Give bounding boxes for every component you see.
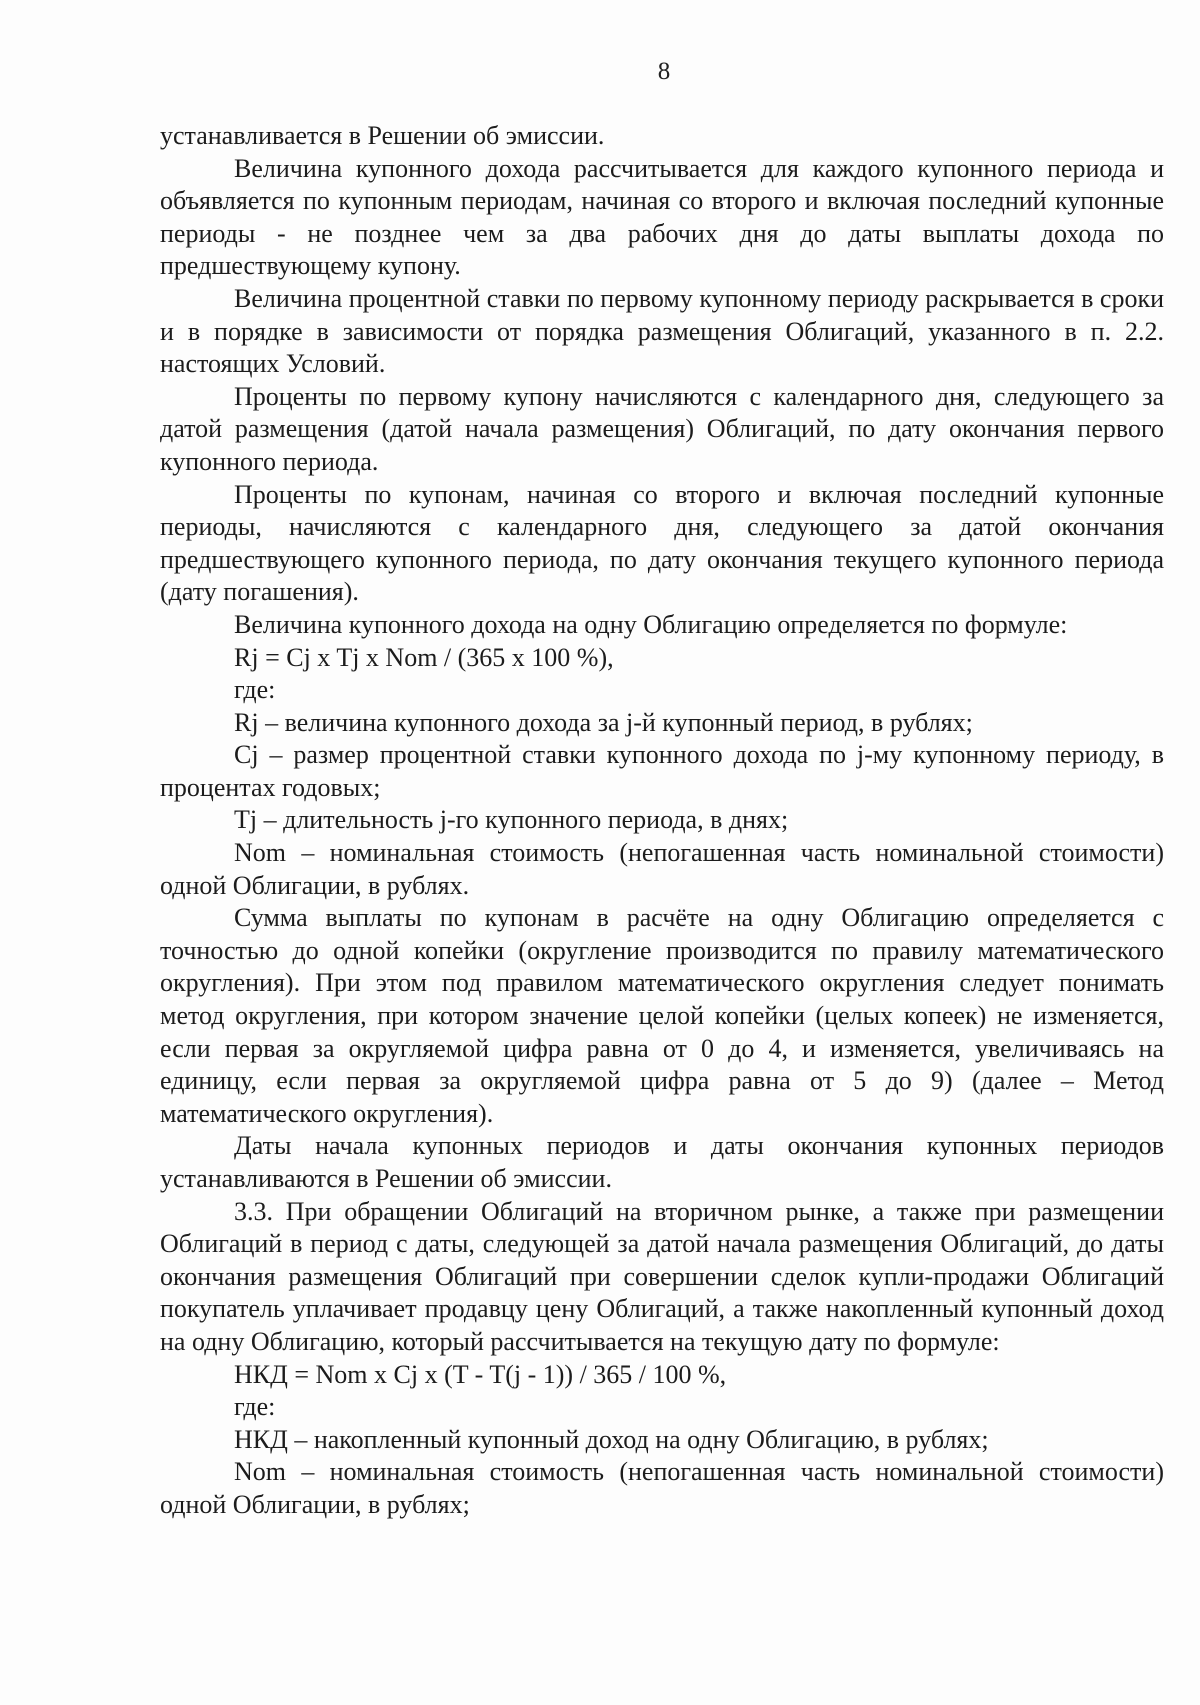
definition-nkd: НКД – накопленный купонный доход на одну Облигацию, в рублях;	[234, 1424, 989, 1454]
definition-rj: Rj – величина купонного дохода за j-й купонный период, в рублях;	[234, 707, 973, 737]
definition-cj: Cj – размер процентной ставки купонного дохода по j-му купонному периоду, в процентах годовых;	[160, 740, 1164, 802]
formula-where-label-2: где:	[234, 1392, 276, 1422]
formula-where-label: где:	[234, 675, 276, 705]
document-body	[160, 120, 1164, 1522]
paragraph-section-3-3: 3.3. При обращении Облигаций на вторичном рынке, а также при размещении Облигаций в период с даты, следующей за датой начала размещения Облигаций, до даты окончания размещения Облигаций при совершении сделок купли-продажи Облигаций покупатель уплачивает продавцу цену Облигаций, а также накопленный купонный доход на одну Облигацию, который рассчитывается на текущую дату по формуле:	[160, 1196, 1164, 1356]
paragraph-formula-intro: Величина купонного дохода на одну Облигацию определяется по формуле:	[234, 609, 1068, 639]
definition-nom-2: Nom – номинальная стоимость (непогашенная часть номинальной стоимости) одной Облигации, в рублях;	[160, 1457, 1164, 1519]
definition-nom: Nom – номинальная стоимость (непогашенная часть номинальной стоимости) одной Облигации, в рублях.	[160, 838, 1164, 900]
definition-tj: Tj – длительность j-го купонного периода, в днях;	[234, 805, 789, 835]
paragraph-coupon-dates: Даты начала купонных периодов и даты окончания купонных периодов устанавливаются в Решении об эмиссии.	[160, 1131, 1164, 1193]
paragraph-rounding-rule: Сумма выплаты по купонам в расчёте на одну Облигацию определяется с точностью до одной копейки (округление производится по правилу математического округления). При этом под правилом математического округления следует понимать метод округления, при котором значение целой копейки (целых копеек) не изменяется, если первая за округляемой цифра равна от 0 до 4, и изменяется, увеличиваясь на единицу, если первая за округляемой цифра равна от 5 до 9) (далее – Метод математического округления).	[160, 903, 1164, 1128]
formula-rj: Rj = Cj x Tj x Nom / (365 x 100 %),	[234, 642, 614, 672]
formula-nkd: НКД = Nom x Cj x (T - T(j - 1)) / 365 / 100 %,	[234, 1359, 727, 1389]
paragraph-first-coupon-rate: Величина процентной ставки по первому купонному периоду раскрывается в сроки и в порядке в зависимости от порядка размещения Облигаций, указанного в п. 2.2. настоящих Условий.	[160, 283, 1164, 379]
paragraph-coupon-income-announcement: Величина купонного дохода рассчитывается для каждого купонного периода и объявляется по купонным периодам, начиная со второго и включая последний купонные периоды - не позднее чем за два рабочих дня до даты выплаты дохода по предшествующему купону.	[160, 153, 1164, 281]
paragraph-first-coupon-interest: Проценты по первому купону начисляются с календарного дня, следующего за датой размещения (датой начала размещения) Облигаций, по дату окончания первого купонного периода.	[160, 381, 1164, 476]
paragraph-continuation: устанавливается в Решении об эмиссии.	[160, 121, 605, 150]
paragraph-subsequent-coupon-interest: Проценты по купонам, начиная со второго и включая последний купонные периоды, начисляются с календарного дня, следующего за датой окончания предшествующего купонного периода, по дату окончания текущего купонного периода (дату погашения).	[160, 479, 1164, 607]
page-number: 8	[657, 58, 671, 85]
